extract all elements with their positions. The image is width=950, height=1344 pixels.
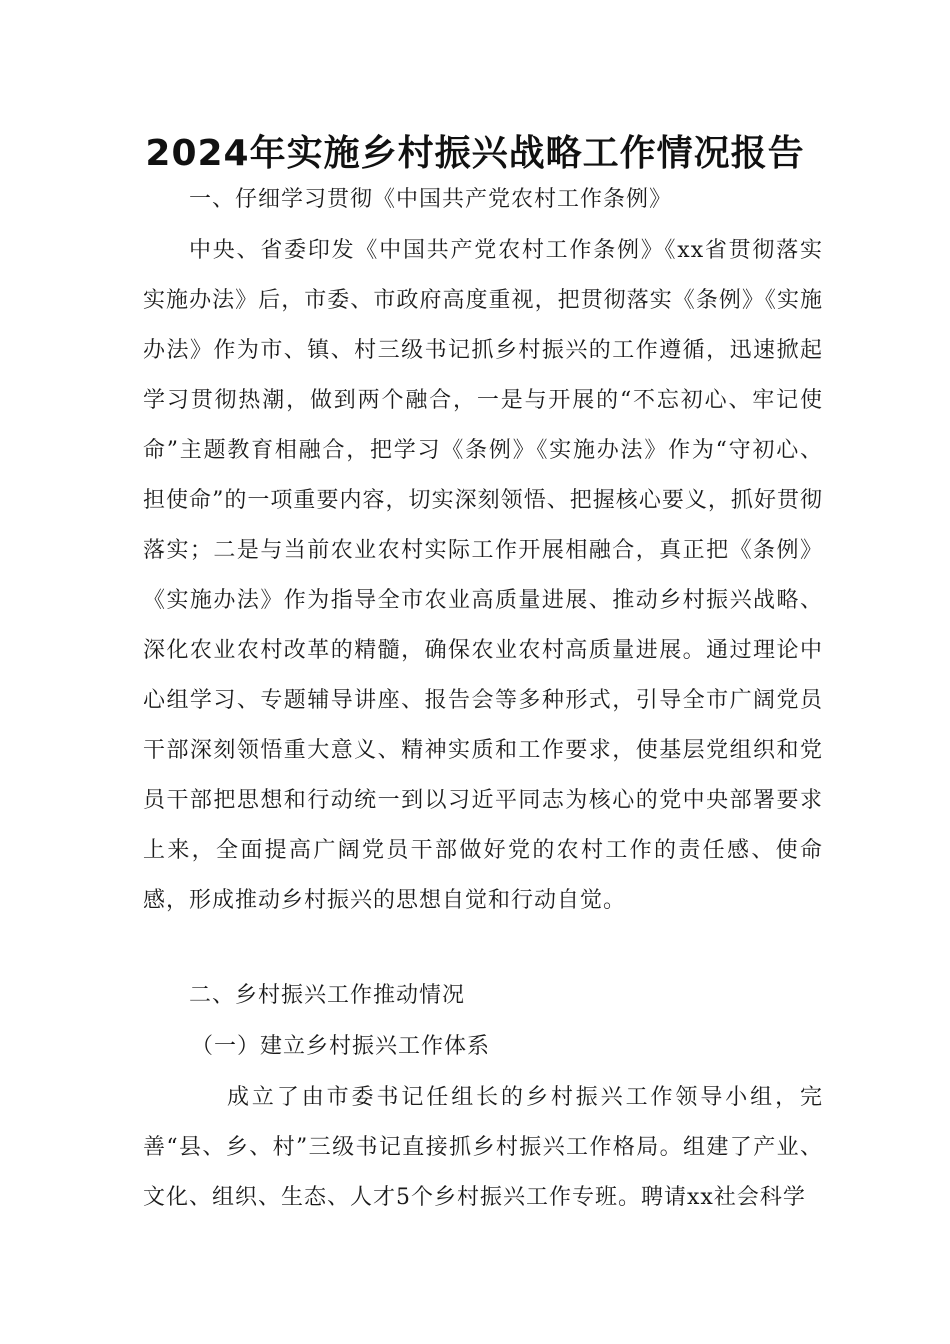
subsection-heading: （一）建立乡村振兴工作体系 (191, 1034, 491, 1059)
body-paragraph: 成立了由市委书记任组长的乡村振兴工作领导小组，完善“县、乡、村”三级书记直接抓乡村振兴工作格局。组建了产业、文化、组织、生态、人才5个乡村振兴工作专班。聘请xx社会科学 (143, 1085, 823, 1210)
section-heading-2: 二、乡村振兴工作推动情况 (189, 983, 466, 1008)
section-heading-1: 一、仔细学习贯彻《中国共产党农村工作条例》 (189, 187, 673, 212)
document-title: 2024年实施乡村振兴战略工作情况报告 (145, 133, 805, 174)
body-paragraph: 中央、省委印发《中国共产党农村工作条例》《xx省贯彻落实实施办法》后，市委、市政府高度重视，把贯彻落实《条例》《实施办法》作为市、镇、村三级书记抓乡村振兴的工作遵循，迅速掀起学习贯彻热潮，做到两个融合，一是与开展的“不忘初心、牢记使命”主题教育相融合，把学习《条例》《实施办法》作为“守初心、担使命”的一项重要内容，切实深刻领悟、把握核心要义，抓好贯彻落实；二是与当前农业农村实际工作开展相融合，真正把《条例》《实施办法》作为指导全市农业高质量进展、推动乡村振兴战略、深化农业农村改革的精髓，确保农业农村高质量进展。通过理论中心组学习、专题辅导讲座、报告会等多种形式，引导全市广阔党员干部深刻领悟重大意义、精神实质和工作要求，使基层党组织和党员干部把思想和行动统一到以习近平同志为核心的党中央部署要求上来，全面提高广阔党员干部做好党的农村工作的责任感、使命感，形成推动乡村振兴的思想自觉和行动自觉。 (143, 238, 823, 913)
